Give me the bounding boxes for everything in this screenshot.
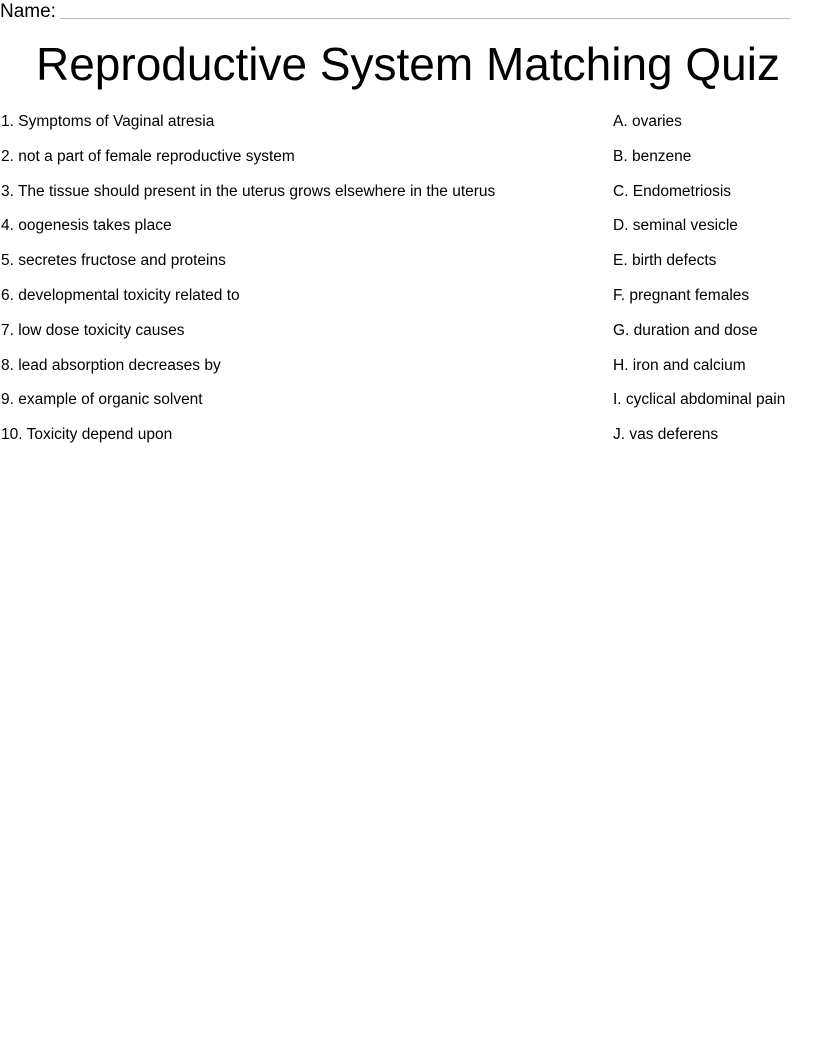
question-item: 1. Symptoms of Vaginal atresia <box>1 113 215 130</box>
name-label: Name: <box>0 1 56 22</box>
page-title: Reproductive System Matching Quiz <box>36 38 780 90</box>
questions-list <box>1 112 591 460</box>
answer-item: B. benzene <box>613 147 692 165</box>
answers-list <box>613 112 813 460</box>
question-item: 6. developmental toxicity related to <box>1 286 240 304</box>
answer-item: C. Endometriosis <box>613 182 732 200</box>
name-line[interactable] <box>60 18 790 19</box>
question-item: 10. Toxicity depend upon <box>1 426 173 444</box>
question-item: 8. lead absorption decreases by <box>1 356 221 374</box>
question-item: 7. low dose toxicity causes <box>1 321 185 339</box>
name-field-row <box>0 0 790 22</box>
question-item: 2. not a part of female reproductive system <box>1 147 295 165</box>
answer-item: H. iron and calcium <box>613 356 746 374</box>
answer-item: D. seminal vesicle <box>613 217 738 235</box>
answer-item: G. duration and dose <box>613 321 758 339</box>
answer-item: A. ovaries <box>613 113 682 130</box>
question-item: 5. secretes fructose and proteins <box>1 252 226 270</box>
answer-item: F. pregnant females <box>613 286 750 304</box>
answer-item: J. vas deferens <box>613 426 719 444</box>
question-item: 9. example of organic solvent <box>1 391 203 409</box>
answer-item: I. cyclical abdominal pain <box>613 391 786 409</box>
question-item: 3. The tissue should present in the uterus grows elsewhere in the uterus <box>1 182 496 200</box>
answer-item: E. birth defects <box>613 252 717 270</box>
question-item: 4. oogenesis takes place <box>1 217 172 235</box>
